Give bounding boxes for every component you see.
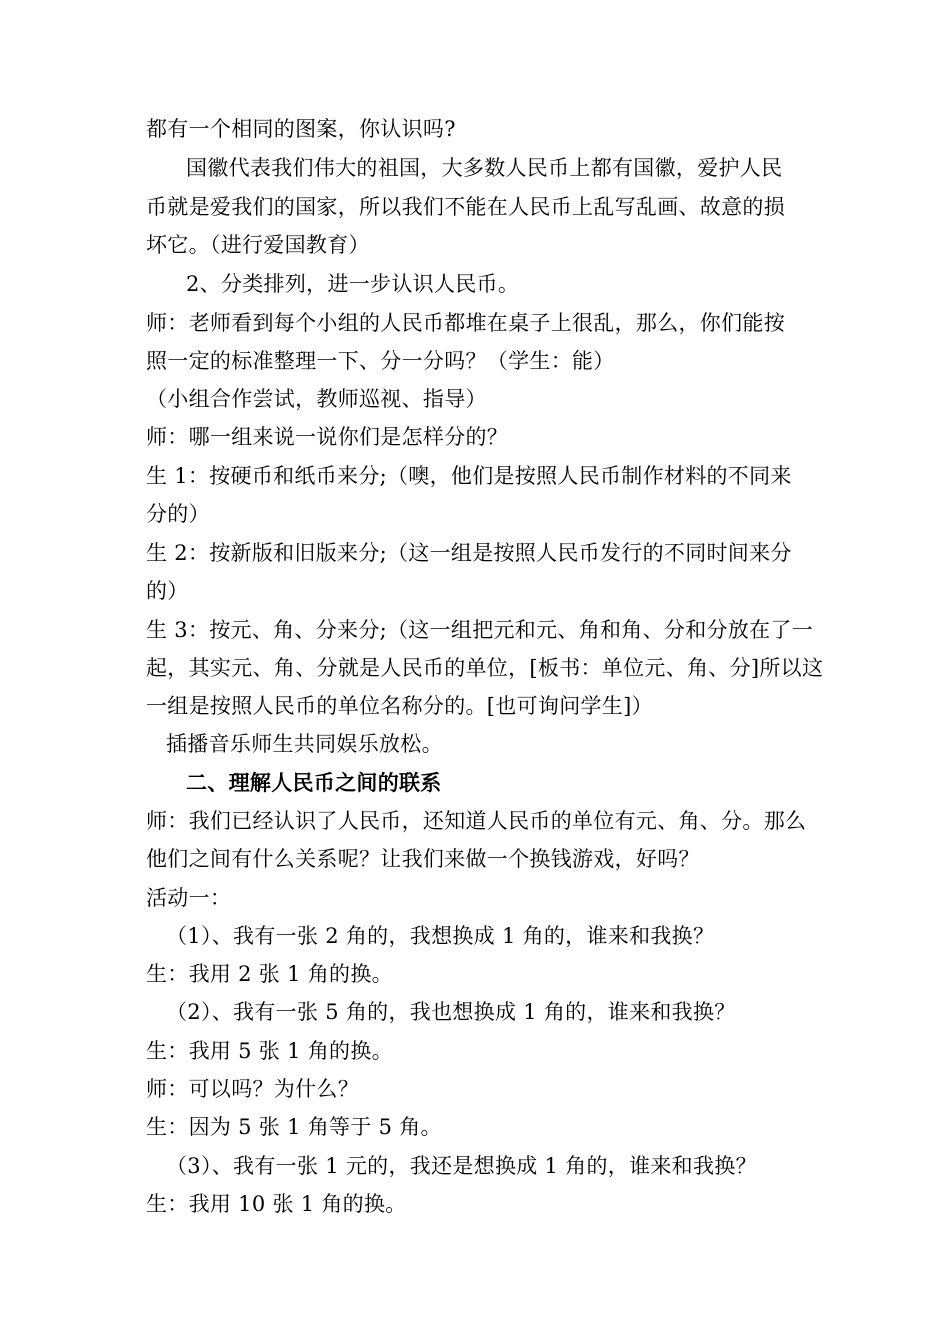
- student-line: 生：我用 10 张 1 角的换。: [146, 1192, 407, 1216]
- activity-item: （2）、我有一张 5 角的，我也想换成 1 角的，谁来和我换？: [166, 1000, 736, 1024]
- text-line: 照一定的标准整理一下、分一分吗？（学生：能）: [146, 349, 615, 373]
- teacher-line: 师：哪一组来说一说你们是怎样分的？: [146, 425, 509, 449]
- activity-item: （1）、我有一张 2 角的，我想换成 1 角的，谁来和我换？: [166, 924, 715, 948]
- text-line: 一组是按照人民币的单位名称分的。[也可询问学生]）: [146, 694, 653, 718]
- student-line: 生 3：按元、角、分来分;（这一组把元和元、角和角、分和分放在了一: [146, 618, 814, 642]
- section-step-line: 2、分类排列，进一步认识人民币。: [186, 272, 520, 296]
- text-line: 分的）: [146, 502, 210, 526]
- activity-label: 活动一：: [146, 886, 232, 910]
- text-line: 的）: [146, 579, 189, 603]
- student-line: 生：我用 2 张 1 角的换。: [146, 962, 393, 986]
- text-line: 都有一个相同的图案，你认识吗?: [146, 117, 456, 141]
- activity-item: （3）、我有一张 1 元的，我还是想换成 1 角的，谁来和我换？: [166, 1154, 757, 1178]
- student-line: 生 2：按新版和旧版来分;（这一组是按照人民币发行的不同时间来分: [146, 541, 792, 565]
- paragraph-line: 国徽代表我们伟大的祖国，大多数人民币上都有国徽，爱护人民: [186, 156, 783, 180]
- note-line: （小组合作尝试，教师巡视、指导）: [146, 387, 487, 411]
- teacher-line: 师：可以吗？为什么？: [146, 1077, 359, 1101]
- text-line: 他们之间有什么关系呢？让我们来做一个换钱游戏，好吗？: [146, 847, 700, 871]
- section-heading: 二、理解人民币之间的联系: [186, 770, 442, 795]
- student-line: 生：因为 5 张 1 角等于 5 角。: [146, 1115, 442, 1139]
- text-line: 坏它。（进行爱国教育）: [146, 233, 370, 257]
- teacher-line: 师：老师看到每个小组的人民币都堆在桌子上很乱，那么，你们能按: [146, 311, 785, 335]
- text-line: 起，其实元、角、分就是人民币的单位，[板书：单位元、角、分]所以这: [146, 656, 824, 680]
- teacher-line: 师：我们已经认识了人民币，还知道人民币的单位有元、角、分。那么: [146, 809, 807, 833]
- paragraph-line: 插播音乐师生共同娱乐放松。: [166, 732, 443, 756]
- student-line: 生：我用 5 张 1 角的换。: [146, 1039, 393, 1063]
- student-line: 生 1：按硬币和纸币来分;（噢，他们是按照人民币制作材料的不同来: [146, 464, 792, 488]
- text-line: 币就是爱我们的国家，所以我们不能在人民币上乱写乱画、故意的损: [146, 195, 785, 219]
